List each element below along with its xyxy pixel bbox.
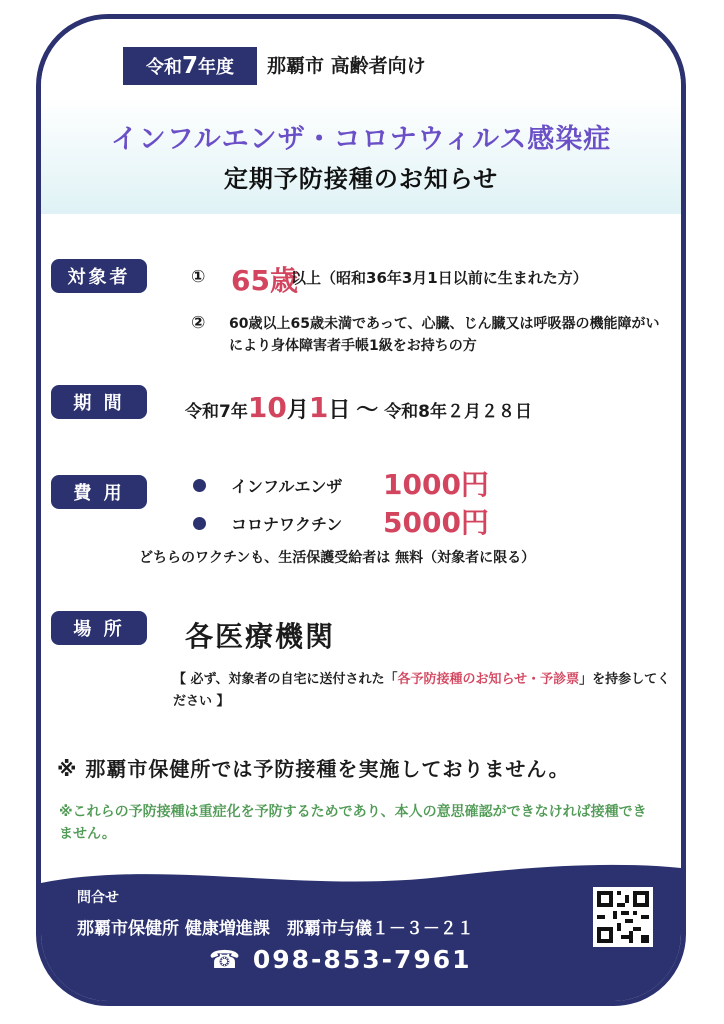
bring-instruction <box>173 669 673 713</box>
bring-open: 【 必ず、対象者の自宅に送付された「 <box>173 672 398 687</box>
target-age-condition: 以上（昭和36年3月1日以前に生まれた方） <box>291 269 588 287</box>
phone-number: 098-853-7961 <box>252 945 472 974</box>
target-label: 対象者 <box>51 259 147 293</box>
year-badge <box>123 47 257 85</box>
period-start-prefix: 令和7年 <box>185 402 248 422</box>
notice: ※ 那覇市保健所では予防接種を実施しておりません。 <box>57 757 570 781</box>
cost-name-flu: インフルエンザ <box>231 477 343 496</box>
city-target: 那覇市 高齢者向け <box>267 55 426 77</box>
cost-label: 費 用 <box>51 475 147 509</box>
flyer-card <box>36 14 686 1006</box>
period-value <box>185 391 532 424</box>
contact-label: 問合せ <box>77 890 119 906</box>
phone-icon: ☎ <box>209 945 243 974</box>
period-start-month: 10 <box>247 391 287 424</box>
year-badge-prefix: 令和 <box>145 57 182 78</box>
contact-org: 那覇市保健所 健康増進課 那覇市与儀１－３－２１ <box>77 919 474 939</box>
period-start-day: 1 <box>308 391 329 424</box>
period-tilde: ～ <box>356 398 379 423</box>
place-value: 各医療機関 <box>185 620 336 653</box>
cost-price-covid: 5000円 <box>383 506 489 539</box>
cost-note: どちらのワクチンも、生活保護受給者は 無料（対象者に限る） <box>139 550 536 566</box>
year-badge-number: 7 <box>181 53 198 79</box>
period-label: 期 間 <box>51 385 147 419</box>
item2-number: ② <box>191 313 206 333</box>
place-label: 場 所 <box>51 611 147 645</box>
period-day-char: 日 <box>328 398 351 423</box>
sub-title: 定期予防接種のお知らせ <box>223 165 499 193</box>
period-month-char: 月 <box>286 398 309 423</box>
bullet-icon <box>193 479 206 492</box>
period-end: 令和8年２月２８日 <box>384 402 533 422</box>
year-badge-suffix: 年度 <box>198 57 234 78</box>
target-condition-2: 60歳以上65歳未満であって、心臓、じん臓又は呼吸器の機能障がいにより身体障害者手帳1級をお持ちの方 <box>229 316 660 354</box>
bring-highlight: 各予防接種のお知らせ・予診票 <box>397 672 580 687</box>
cost-name-covid: コロナワクチン <box>231 515 343 534</box>
bring-close: 」を持参してください 】 <box>173 672 671 709</box>
target-age: 65歳 <box>231 264 298 297</box>
bullet-icon <box>193 517 206 530</box>
cost-price-flu: 1000円 <box>383 468 489 501</box>
item1-number: ① <box>191 267 206 287</box>
main-title: インフルエンザ・コロナウィルス感染症 <box>110 124 612 155</box>
contact-phone <box>209 945 472 974</box>
qr-code-icon[interactable] <box>593 887 653 947</box>
consent-note: ※これらの予防接種は重症化を予防するためであり、本人の意思確認ができなければ接種できません。 <box>59 804 647 842</box>
